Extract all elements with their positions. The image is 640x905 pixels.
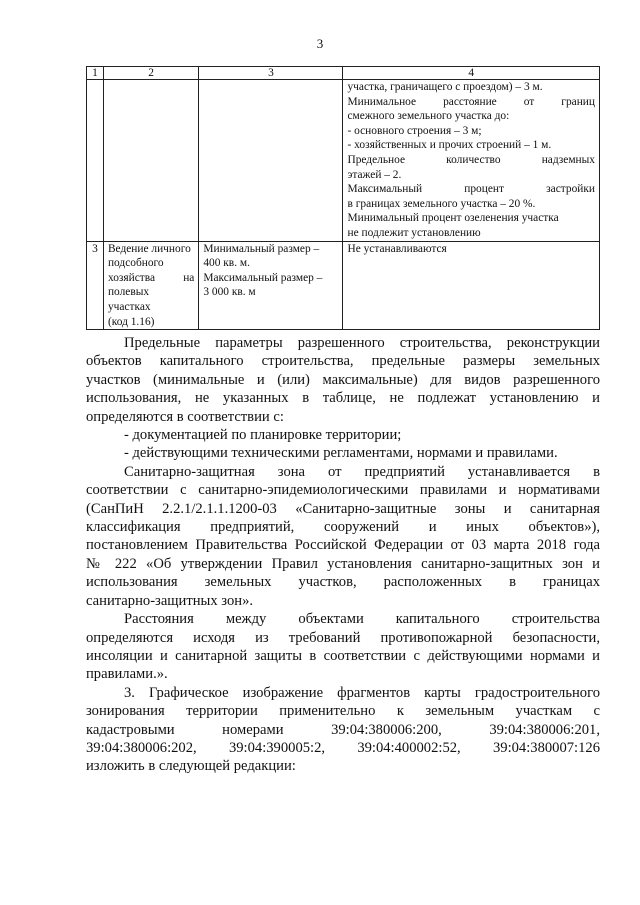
- row3-size-line: 3 000 кв. м: [203, 286, 256, 299]
- text-line: - действующими техническими регламентами, нормами и правилами.: [124, 445, 558, 462]
- header-cell-1: 1: [87, 67, 104, 80]
- row3-parameters: Не устанавливаются: [343, 241, 600, 330]
- row3-size-line: 400 кв. м.: [203, 257, 250, 270]
- text-line: Расстояния между объектами капитального строительства: [124, 611, 600, 628]
- cont-line: Предельное количество надземных: [347, 153, 595, 166]
- bullet-regulations: [86, 444, 600, 462]
- cont-cell-1: [87, 80, 104, 242]
- paragraph-graphic: [86, 684, 600, 776]
- cont-line: - хозяйственных и прочих строений – 1 м.: [347, 139, 552, 152]
- row3-sizes: [199, 241, 343, 330]
- cont-line: этажей – 2.: [347, 168, 402, 181]
- row3-size-line: Минимальный размер –: [203, 242, 320, 255]
- text-line: зонирования территории применительно к земельным участкам с: [86, 703, 600, 720]
- cont-cell-3: [199, 80, 343, 242]
- paragraph-limits: [86, 334, 600, 426]
- text-line: объектов капитального строительства, предельные размеры земельных: [86, 353, 600, 370]
- row3-land-use-line: полевых: [107, 286, 150, 299]
- cont-line: Минимальный процент озеленения участка: [347, 212, 559, 225]
- paragraph-distances: [86, 610, 600, 684]
- text-line: участков (минимальные и (или) максимальные) для видов разрешенного: [86, 371, 600, 388]
- text-line: классификация предприятий, сооружений и иных объектов»),: [86, 519, 600, 536]
- row3-land-use-line: участках: [107, 300, 151, 313]
- bullet-planning: [86, 426, 600, 444]
- cont-line: смежного земельного участка до:: [347, 110, 510, 123]
- text-line: - документацией по планировке территории;: [124, 427, 402, 444]
- text-line: постановлением Правительства Российской Федерации от 03 марта 2018 года: [86, 537, 600, 554]
- text-line: санитарно-защитных зон».: [86, 592, 254, 609]
- row3-size-line: Максимальный размер –: [203, 271, 323, 284]
- text-line: правилами.».: [86, 666, 168, 683]
- text-line: кадастровыми номерами 39:04:380006:200, 39:04:380006:201,: [86, 721, 600, 738]
- cont-cell-4: [343, 80, 600, 242]
- header-cell-4: 4: [343, 67, 600, 80]
- text-line: использования, не указанных в таблице, не подлежат установлению и: [86, 390, 600, 407]
- cont-line: в границах земельного участка – 20 %.: [347, 197, 536, 210]
- text-line: 39:04:380006:202, 39:04:390005:2, 39:04:400002:52, 39:04:380007:126: [86, 739, 600, 756]
- cont-cell-2: [103, 80, 198, 242]
- text-line: определяются исходя из требований противопожарной безопасности,: [86, 629, 600, 646]
- paragraph-sanitary-zone: [86, 463, 600, 610]
- table-header-row: [87, 67, 600, 80]
- text-line: соответствии с санитарно-эпидемиологическими правилами и нормативами: [86, 482, 600, 499]
- text-line: Санитарно-защитная зона от предприятий устанавливается в: [124, 463, 600, 480]
- text-line: 3. Графическое изображение фрагментов карты градостроительного: [124, 684, 600, 701]
- regulations-table: [86, 66, 600, 330]
- text-line: использования земельных участков, расположенных в границах: [86, 574, 600, 591]
- row3-land-use-line: хозяйства на: [107, 271, 195, 284]
- document-body: [86, 334, 600, 776]
- row3-land-use-line: подсобного: [107, 257, 164, 270]
- text-line: определяются в соответствии с:: [86, 408, 284, 425]
- text-line: № 222 «Об утверждении Правил установления санитарно-защитных зон и: [86, 555, 600, 572]
- cont-line: участка, граничащего с проездом) – 3 м.: [347, 81, 543, 93]
- row3-land-use-line: (код 1.16): [107, 315, 155, 328]
- row3-land-use-line: Ведение личного: [107, 242, 191, 255]
- header-cell-2: 2: [103, 67, 198, 80]
- row3-number: 3: [87, 241, 104, 330]
- text-line: (СанПиН 2.2.1/2.1.1.1200-03 «Санитарно-защитные зоны и санитарная: [86, 500, 600, 517]
- text-line: изложить в следующей редакции:: [86, 758, 296, 775]
- cont-line: - основного строения – 3 м;: [347, 124, 482, 137]
- cont-line: не подлежит установлению: [347, 226, 481, 239]
- text-line: Предельные параметры разрешенного строительства, реконструкции: [124, 335, 600, 351]
- header-cell-3: 3: [199, 67, 343, 80]
- text-line: инсоляции и санитарной защиты в соответствии с действующими нормами и: [86, 647, 600, 664]
- page-number: 3: [316, 36, 324, 51]
- table-row-3: [87, 241, 600, 330]
- row3-land-use: [103, 241, 198, 330]
- table-row-continued: [87, 80, 600, 242]
- cont-line: Минимальное расстояние от границ: [347, 95, 595, 108]
- cont-line: Максимальный процент застройки: [347, 183, 595, 196]
